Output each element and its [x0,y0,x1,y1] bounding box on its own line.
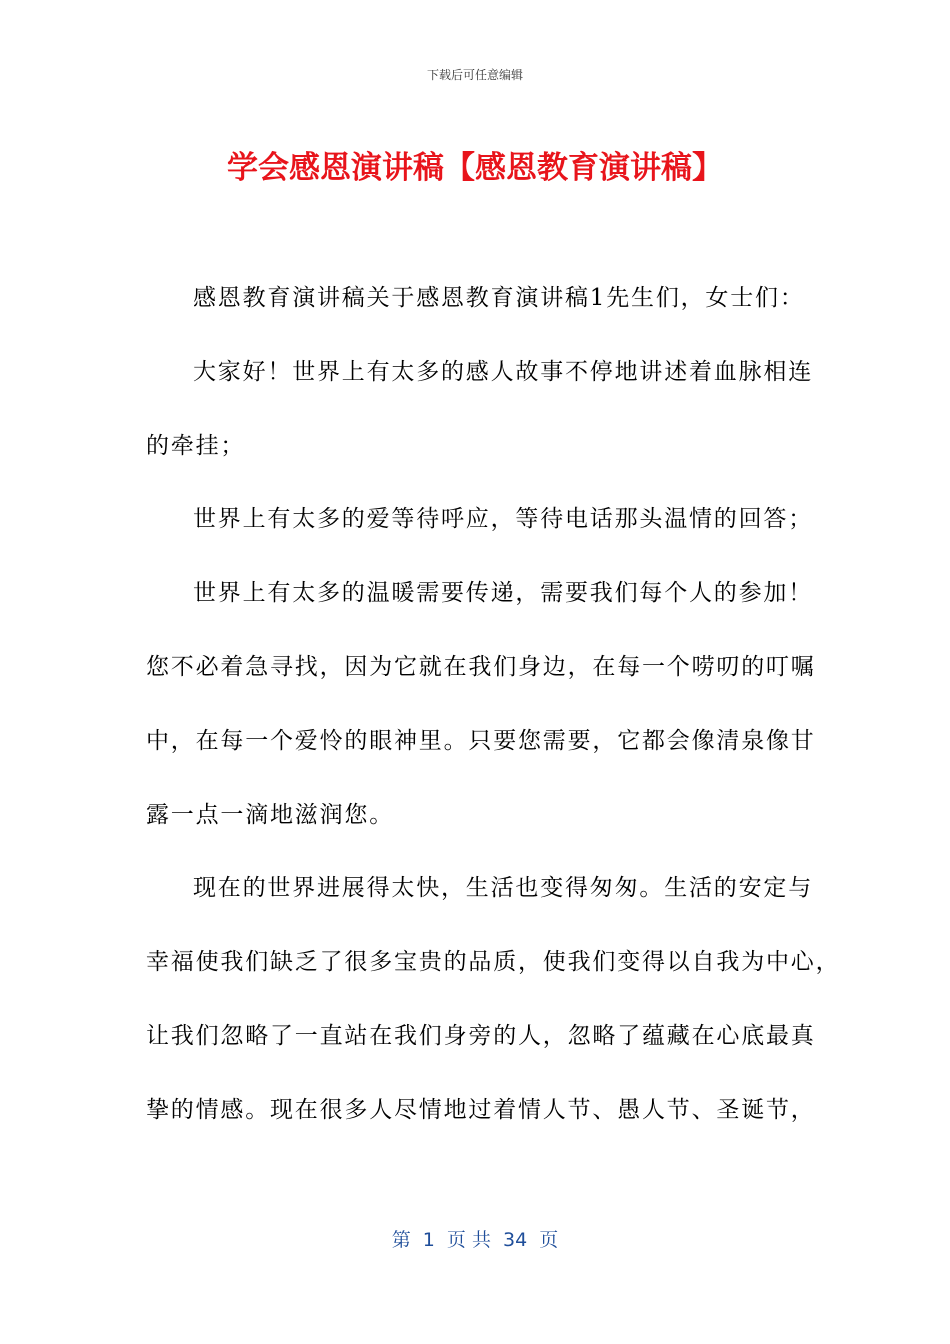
text-line: 挚的情感。现在很多人尽情地过着情人节、愚人节、圣诞节， [146,1096,816,1123]
document-body [146,274,841,1160]
text-line: 大家好！世界上有太多的感人故事不停地讲述着血脉相连 [193,358,813,385]
text-line: 感恩教育演讲稿关于感恩教育演讲稿1先生们，女士们： [193,285,805,311]
text-line: 幸福使我们缺乏了很多宝贵的品质，使我们变得以自我为中心， [146,949,841,976]
text-line: 世界上有太多的温暖需要传递，需要我们每个人的参加！ [193,580,813,607]
text-line: 让我们忽略了一直站在我们身旁的人，忽略了蕴藏在心底最真 [146,1022,816,1049]
text-line: 露一点一滴地滋润您。 [146,801,394,828]
header-note: 下载后可任意编辑 [426,68,523,82]
text-line: 的牵挂； [146,432,246,459]
page-footer: 第 1 页 共 34 页 [391,1229,559,1251]
text-line: 您不必着急寻找，因为它就在我们身边，在每一个唠叨的叮嘱 [146,653,816,680]
text-line: 中，在每一个爱怜的眼神里。只要您需要，它都会像清泉像甘 [146,727,816,754]
text-line: 世界上有太多的爱等待呼应，等待电话那头温情的回答； [193,506,813,533]
text-line: 现在的世界进展得太快，生活也变得匆匆。生活的安定与 [193,875,813,902]
document-title: 学会感恩演讲稿【感恩教育演讲稿】 [227,150,723,186]
